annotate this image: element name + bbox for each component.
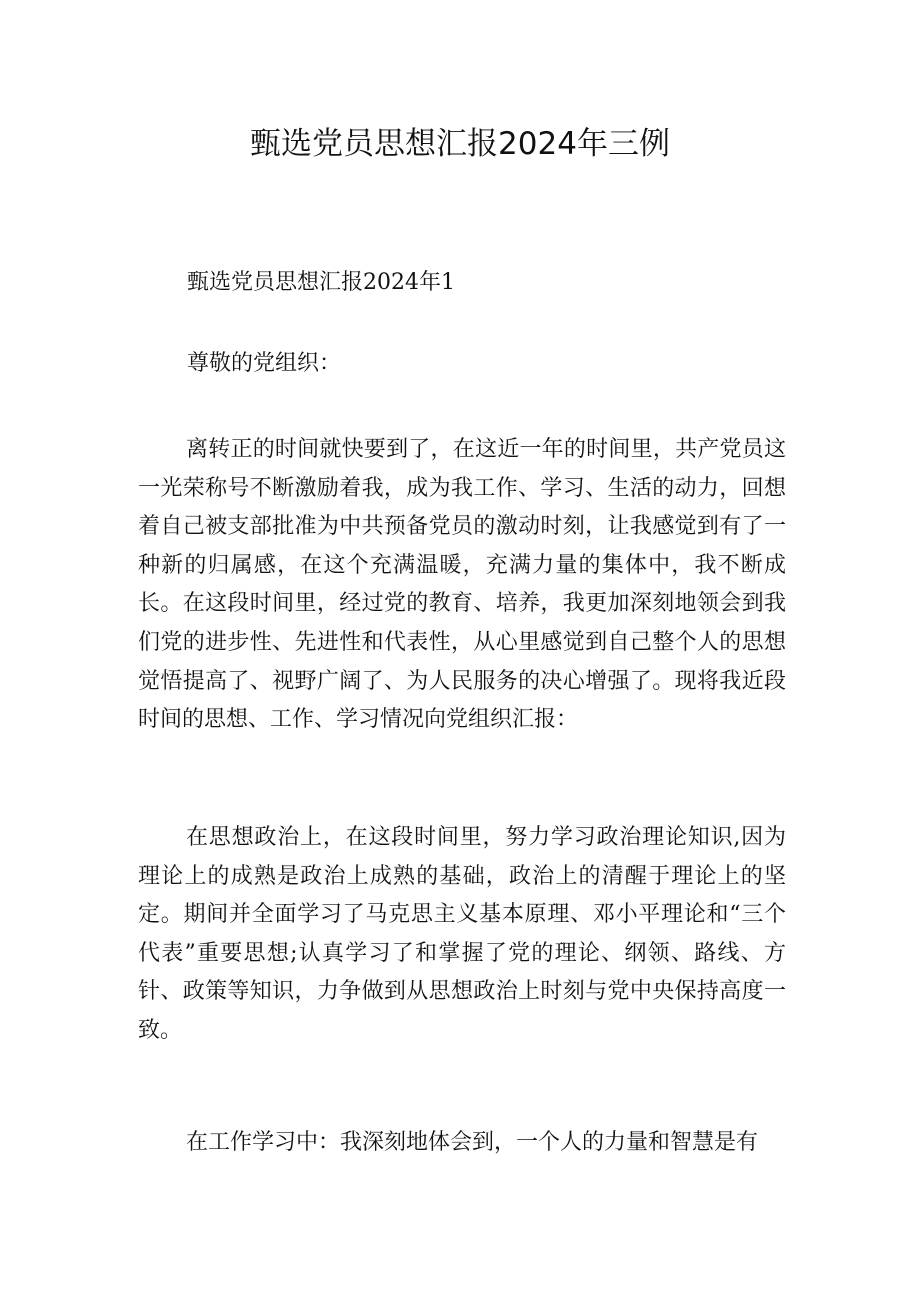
paragraph-intro: 离转正的时间就快要到了，在这近一年的时间里，共产党员这一光荣称号不断激励着我，成为我工作、学习、生活的动力，回想着自己被支部批准为中共预备党员的激动时刻，让我感觉到有了一种新的归属感，在这个充满温暖，充满力量的集体中，我不断成长。在这段时间里，经过党的教育、培养，我更加深刻地领会到我们党的进步性、先进性和代表性，从心里感觉到自己整个人的思想觉悟提高了、视野广阔了、为人民服务的决心增强了。现将我近段时间的思想、工作、学习情况向党组织汇报： xyxy=(138,437,786,733)
document-title: 甄选党员思想汇报2024年三例 xyxy=(250,126,670,162)
section-heading: 甄选党员思想汇报2024年1 xyxy=(187,270,455,295)
salutation: 尊敬的党组织： xyxy=(187,351,342,376)
paragraph-politics: 在思想政治上，在这段时间里，努力学习政治理论知识,因为理论上的成熟是政治上成熟的基础，政治上的清醒于理论上的坚定。期间并全面学习了马克思主义基本原理、邓小平理论和“三个代表”重要思想;认真学习了和掌握了党的理论、纲领、路线、方针、政策等知识，力争做到从思想政治上时刻与党中央保持高度一致。 xyxy=(138,825,786,1043)
paragraph-work-study: 在工作学习中：我深刻地体会到，一个人的力量和智慧是有 xyxy=(186,1130,759,1155)
